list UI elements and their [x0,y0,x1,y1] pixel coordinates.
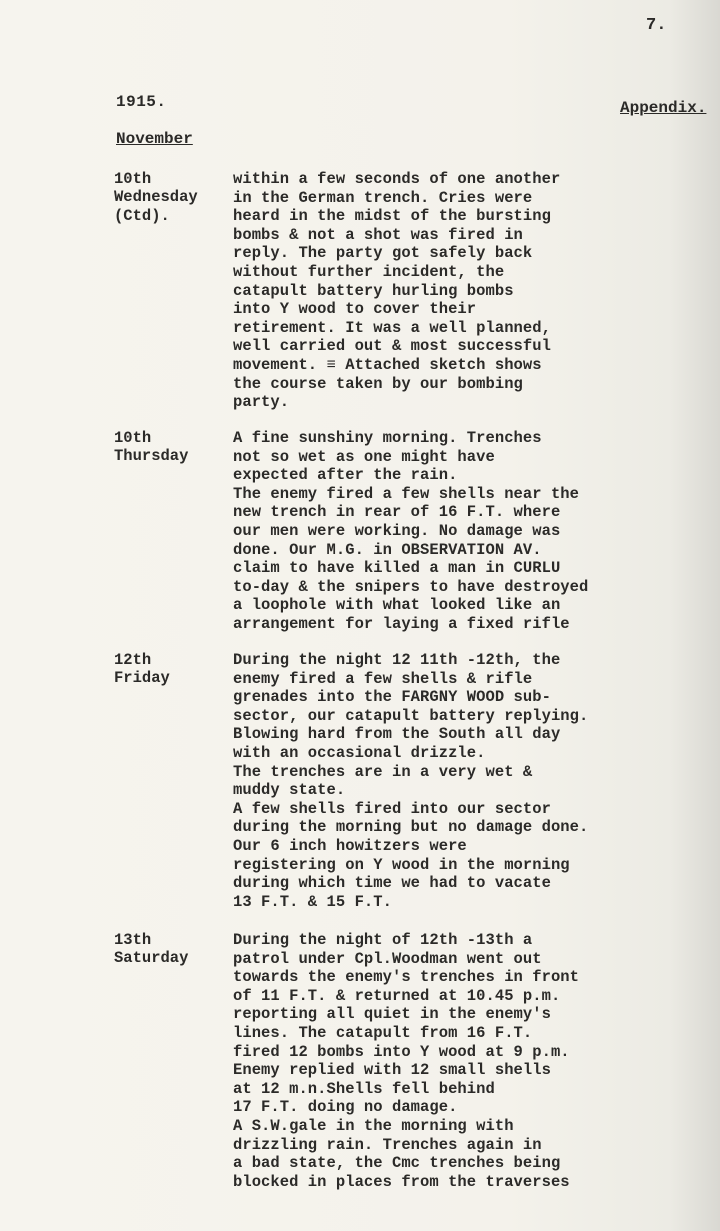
text-line: During the night of 12th -13th a [233,931,533,949]
text-line: 13 F.T. & 15 F.T. [233,892,392,911]
text-line: within a few seconds of one another [233,170,561,188]
text-line: during the morning but no damage done. [233,818,589,837]
text-line: 17 F.T. doing no damage. [233,1098,458,1117]
text-line: the course taken by our bombing [233,374,523,393]
text-line: heard in the midst of the bursting [233,207,551,226]
text-line: of 11 F.T. & returned at 10.45 p.m. [233,986,561,1005]
entry-text [233,170,673,412]
text-line: A S.W.gale in the morning with [233,1116,514,1135]
text-line: arrangement for laying a fixed rifle [233,614,570,633]
date-line: 13th [114,931,152,949]
text-line: grenades into the FARGNY WOOD sub- [233,688,551,707]
entry-date [114,931,224,968]
date-line: 10th [114,429,152,447]
entry-date [114,170,224,225]
text-line: retirement. It was a well planned, [233,318,551,337]
text-line: reporting all quiet in the enemy's [233,1005,551,1024]
date-line: Saturday [114,949,189,968]
date-line: Thursday [114,447,189,466]
page-number: 7. [646,16,667,35]
text-line: during which time we had to vacate [233,874,551,893]
text-line: movement. ≡ Attached sketch shows [233,355,542,374]
text-line: enemy fired a few shells & rifle [233,669,533,688]
text-line: blocked in places from the traverses [233,1172,570,1191]
text-line: well carried out & most successful [233,337,551,356]
text-line: into Y wood to cover their [233,300,477,319]
text-line: lines. The catapult from 16 F.T. [233,1023,533,1042]
text-line: muddy state. [233,781,346,800]
text-line: a bad state, the Cmc trenches being [233,1154,561,1173]
entry-text [233,651,673,911]
text-line: catapult battery hurling bombs [233,281,514,300]
text-line: in the German trench. Cries were [233,188,533,207]
text-line: a loophole with what looked like an [233,596,561,615]
year-heading: 1915. [116,93,167,111]
date-line: (Ctd). [114,206,170,225]
entry-date [114,429,224,466]
text-line: The enemy fired a few shells near the [233,484,580,503]
date-line: Wednesday [114,188,198,207]
entry-date [114,651,224,688]
text-line: Enemy replied with 12 small shells [233,1061,551,1080]
text-line: registering on Y wood in the morning [233,855,570,874]
text-line: with an occasional drizzle. [233,743,486,762]
text-line: expected after the rain. [233,466,458,485]
text-line: bombs & not a shot was fired in [233,225,523,244]
month-heading: November [116,130,193,148]
entry-text [233,429,673,634]
text-line: A fine sunshiny morning. Trenches [233,429,542,447]
text-line: our men were working. No damage was [233,521,561,540]
text-line: patrol under Cpl.Woodman went out [233,949,542,968]
text-line: without further incident, the [233,262,505,281]
date-line: 12th [114,651,152,669]
text-line: to-day & the snipers to have destroyed [233,577,589,596]
text-line: new trench in rear of 16 F.T. where [233,503,561,522]
text-line: During the night 12 11th -12th, the [233,651,561,669]
text-line: done. Our M.G. in OBSERVATION AV. [233,540,542,559]
text-line: sector, our catapult battery replying. [233,706,589,725]
text-line: Blowing hard from the South all day [233,725,561,744]
entry-text [233,931,673,1191]
appendix-label: Appendix. [620,99,707,117]
text-line: claim to have killed a man in CURLU [233,559,561,578]
text-line: at 12 m.n.Shells fell behind [233,1079,495,1098]
text-line: The trenches are in a very wet & [233,762,533,781]
text-line: A few shells fired into our sector [233,799,551,818]
text-line: party. [233,393,290,412]
date-line: 10th [114,170,152,188]
date-line: Friday [114,669,170,688]
text-line: not so wet as one might have [233,447,495,466]
text-line: towards the enemy's trenches in front [233,968,580,987]
text-line: Our 6 inch howitzers were [233,836,467,855]
text-line: drizzling rain. Trenches again in [233,1135,542,1154]
text-line: reply. The party got safely back [233,244,533,263]
text-line: fired 12 bombs into Y wood at 9 p.m. [233,1042,570,1061]
